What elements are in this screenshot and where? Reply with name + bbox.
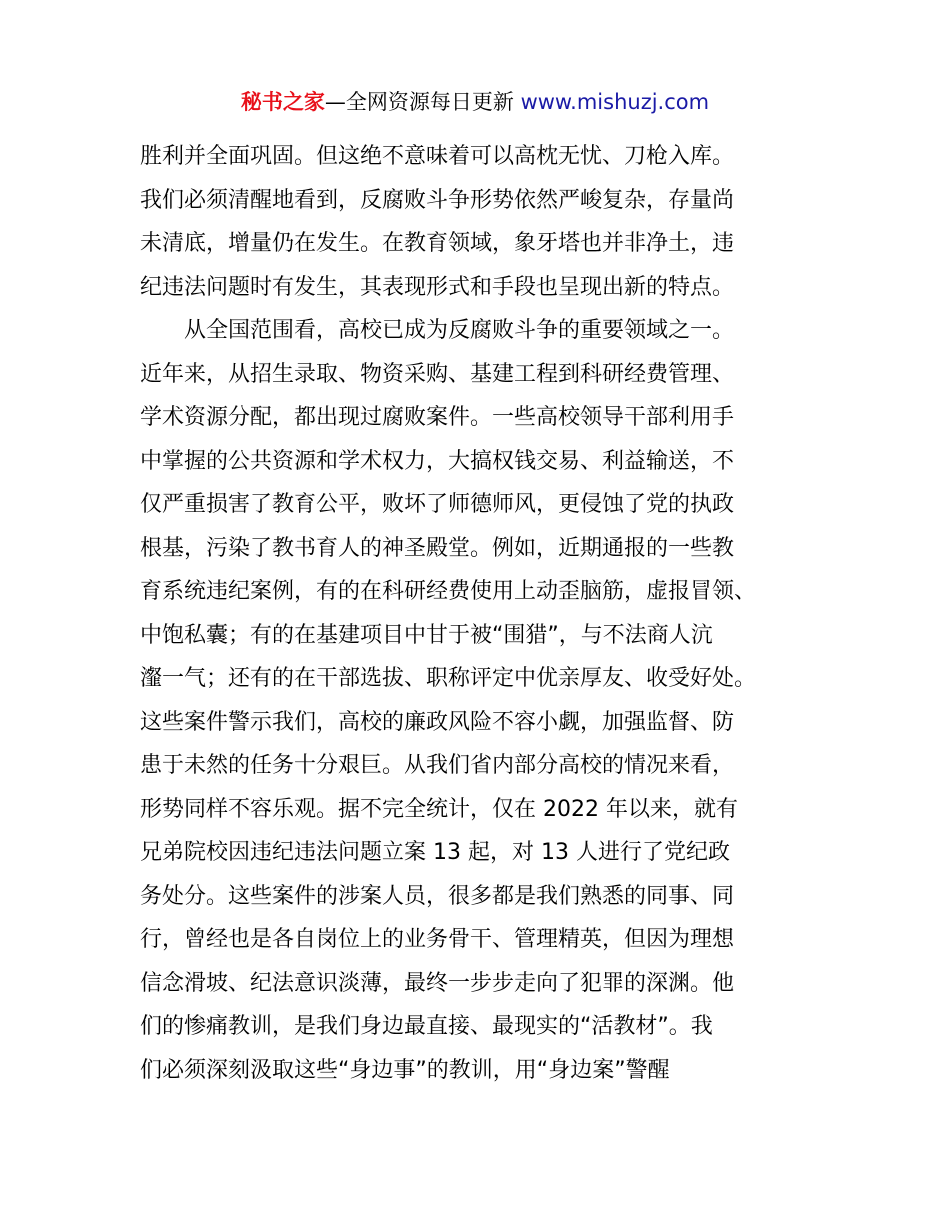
text-line: 学术资源分配，都出现过腐败案件。一些高校领导干部利用手 xyxy=(140,405,735,430)
site-url-link[interactable]: www.mishuzj.com xyxy=(520,90,710,114)
text-line: 中饱私囊；有的在基建项目中甘于被“围猎”，与不法商人沆 xyxy=(140,622,713,648)
text-line: 这些案件警示我们，高校的廉政风险不容小觑，加强监督、防 xyxy=(140,709,735,735)
paragraph-first-line: 从全国范围看，高校已成为反腐败斗争的重要领域之一。 xyxy=(184,318,735,343)
text-line: 务处分。这些案件的涉案人员，很多都是我们熟悉的同事、同 xyxy=(140,883,735,909)
text-line: 胜利并全面巩固。但这绝不意味着可以高枕无忧、刀枪入库。 xyxy=(140,144,735,169)
text-line: 行，曾经也是各自岗位上的业务骨干、管理精英，但因为理想 xyxy=(140,927,735,952)
text-line: 我们必须清醒地看到，反腐败斗争形势依然严峻复杂，存量尚 xyxy=(140,187,735,213)
text-line: 未清底，增量仍在发生。在教育领域，象牙塔也并非净土，违 xyxy=(140,231,735,256)
text-line: 信念滑坡、纪法意识淡薄，最终一步步走向了犯罪的深渊。他 xyxy=(140,970,735,996)
header-tagline: —全网资源每日更新 xyxy=(324,90,521,114)
document-body xyxy=(140,135,820,1092)
text-line: 瀣一气；还有的在干部选拔、职称评定中优亲厚友、收受好处。 xyxy=(140,666,757,691)
text-line: 兄弟院校因违纪违法问题立案 13 起，对 13 人进行了党纪政 xyxy=(140,840,730,865)
text-line: 患于未然的任务十分艰巨。从我们省内部分高校的情况来看， xyxy=(140,753,735,778)
text-line: 育系统违纪案例，有的在科研经费使用上动歪脑筋，虚报冒领、 xyxy=(140,579,757,604)
text-line: 根基，污染了教书育人的神圣殿堂。例如，近期通报的一些教 xyxy=(140,535,735,561)
page-header xyxy=(0,86,950,118)
text-line: 中掌握的公共资源和学术权力，大搞权钱交易、利益输送，不 xyxy=(140,448,735,474)
text-line: 们必须深刻汲取这些“身边事”的教训，用“身边案”警醒 xyxy=(140,1057,670,1083)
text-line: 纪违法问题时有发生，其表现形式和手段也呈现出新的特点。 xyxy=(140,274,735,300)
text-line: 近年来，从招生录取、物资采购、基建工程到科研经费管理、 xyxy=(140,361,735,387)
text-line: 形势同样不容乐观。据不完全统计，仅在 2022 年以来，就有 xyxy=(140,796,738,822)
brand-name: 秘书之家 xyxy=(240,90,325,114)
text-line: 们的惨痛教训，是我们身边最直接、最现实的“活教材”。我 xyxy=(140,1014,713,1039)
text-line: 仅严重损害了教育公平，败坏了师德师风，更侵蚀了党的执政 xyxy=(140,492,735,517)
